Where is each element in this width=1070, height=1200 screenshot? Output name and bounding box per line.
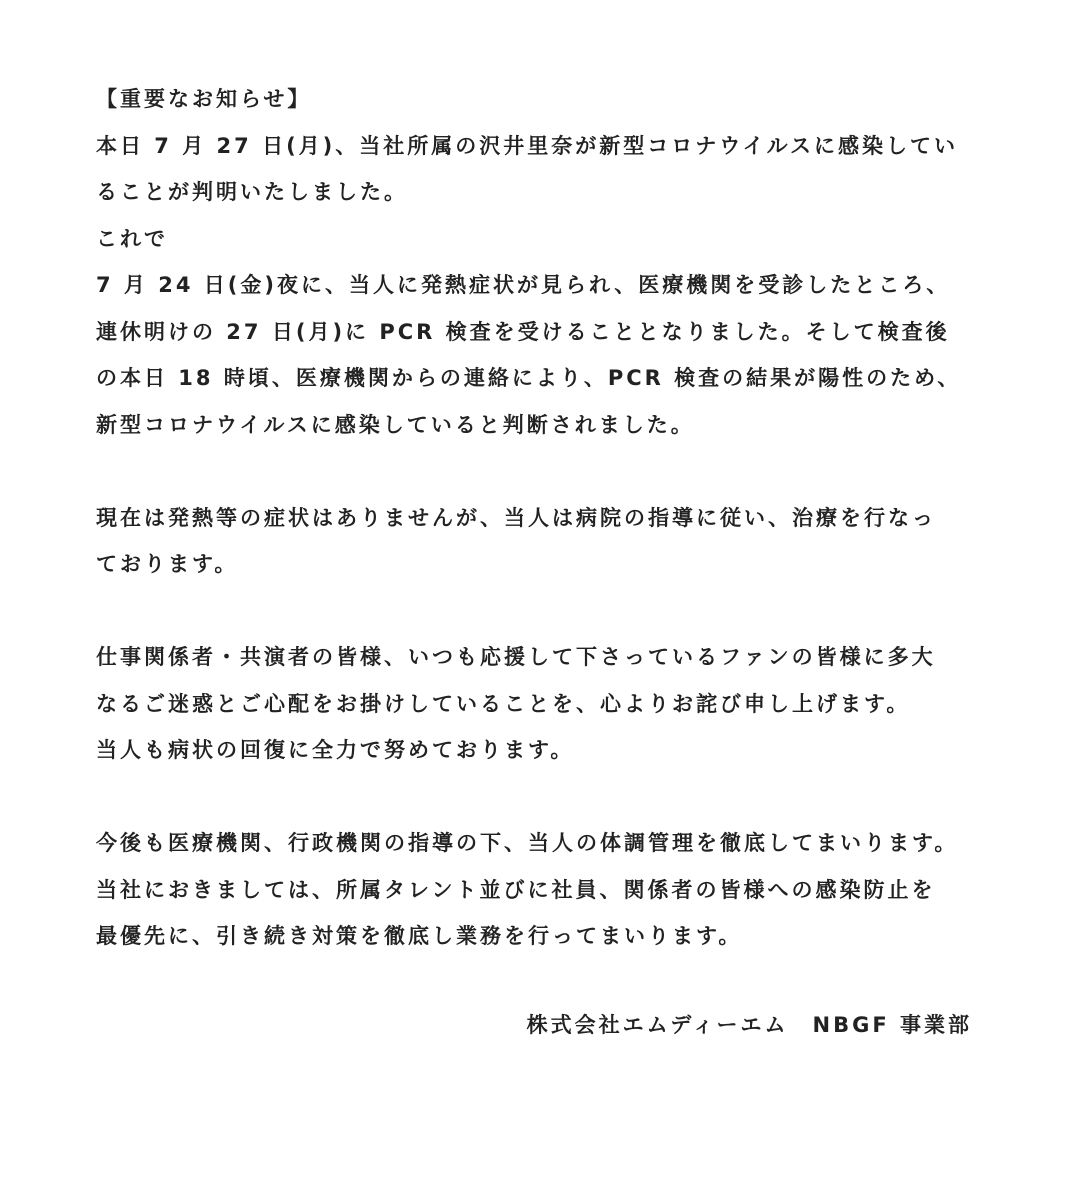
paragraph-spacer <box>96 588 976 635</box>
paragraph-current-condition <box>96 495 976 588</box>
paragraph-spacer <box>96 774 976 821</box>
text-line: 仕事関係者・共演者の皆様、いつも応援して下さっているファンの皆様に多大 <box>96 645 936 669</box>
text-line: ております。 <box>96 552 239 576</box>
paragraph-apology <box>96 634 976 774</box>
notice-heading: 【重要なお知らせ】 <box>96 87 312 111</box>
paragraph-infection-report <box>96 123 976 449</box>
text-line: 連休明けの 27 日(月)に PCR 検査を受けることとなりました。そして検査後 <box>96 319 950 344</box>
text-line: 7 月 24 日(金)夜に、当人に発熱症状が見られ、医療機関を受診したところ、 <box>96 273 951 297</box>
text-line: の本日 18 時頃、医療機関からの連絡により、PCR 検査の結果が陽性のため、 <box>96 366 962 390</box>
text-line: 最優先に、引き続き対策を徹底し業務を行ってまいります。 <box>96 924 743 948</box>
text-line: 現在は発熱等の症状はありませんが、当人は病院の指導に従い、治療を行なっ <box>96 505 936 530</box>
paragraph-countermeasures <box>96 820 976 960</box>
text-line: 今後も医療機関、行政機関の指導の下、当人の体調管理を徹底してまいります。 <box>96 831 959 855</box>
text-line: これで <box>96 226 168 251</box>
company-signature: 株式会社エムディーエム NBGF 事業部 <box>526 1013 972 1037</box>
text-line: 新型コロナウイルスに感染していると判断されました。 <box>96 412 695 437</box>
text-line: なるご迷惑とご心配をお掛けしていることを、心よりお詫び申し上げます。 <box>96 691 911 716</box>
text-line: 当社におきましては、所属タレント並びに社員、関係者の皆様への感染防止を <box>96 877 936 902</box>
text-line: 本日 7 月 27 日(月)、当社所属の沢井里奈が新型コロナウイルスに感染してい <box>96 133 959 158</box>
paragraph-spacer <box>96 448 976 495</box>
text-line: ることが判明いたしました。 <box>96 180 408 204</box>
notice-body <box>96 76 976 960</box>
text-line: 当人も病状の回復に全力で努めております。 <box>96 738 575 762</box>
